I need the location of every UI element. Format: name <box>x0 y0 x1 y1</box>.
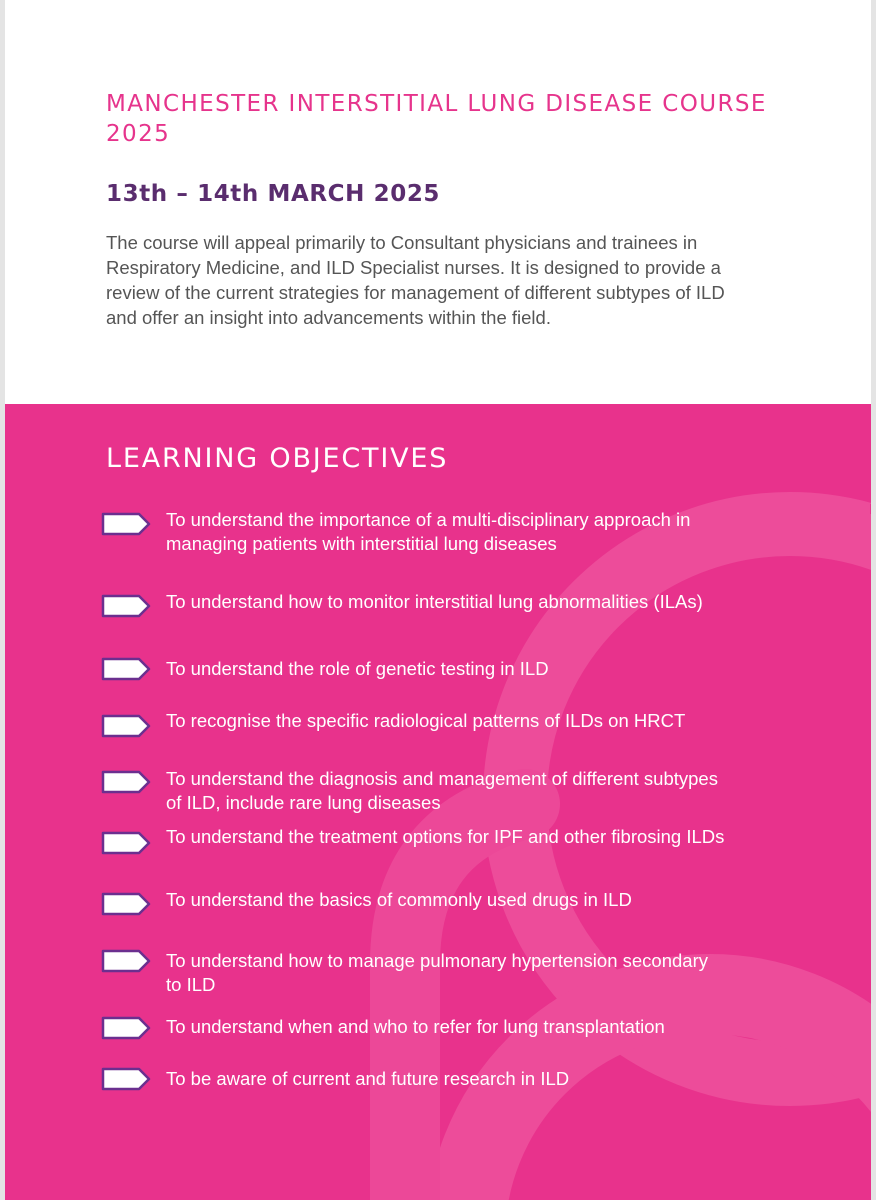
arrow-pointer-icon <box>101 657 151 681</box>
objective-text: To be aware of current and future research in ILD <box>166 1068 570 1089</box>
objective-text: To recognise the specific radiological patterns of ILDs on HRCT <box>166 710 686 731</box>
learning-objectives-panel <box>5 404 871 1200</box>
course-header <box>5 0 871 404</box>
objective-text: To understand the diagnosis and management of different subtypes of ILD, include rare lung diseases <box>166 768 718 813</box>
arrow-pointer-icon <box>101 512 151 536</box>
arrow-pointer-icon <box>101 714 151 738</box>
objective-text: To understand when and who to refer for lung transplantation <box>166 1016 665 1037</box>
objective-text: To understand the basics of commonly used drugs in ILD <box>166 889 632 910</box>
arrow-pointer-icon <box>101 1016 151 1040</box>
objective-text: To understand the importance of a multi-disciplinary approach in managing patients with interstitial lung diseases <box>166 509 691 554</box>
arrow-pointer-icon <box>101 594 151 618</box>
objectives-heading: LEARNING OBJECTIVES <box>106 443 449 474</box>
objective-text: To understand how to monitor interstitial lung abnormalities (ILAs) <box>166 591 703 612</box>
arrow-pointer-icon <box>101 892 151 916</box>
course-intro: The course will appeal primarily to Consultant physicians and trainees in Respiratory Medicine, and ILD Specialist nurses. It is designed to provide a review of the current strategies for management of different subtypes of ILD and offer an insight into advancements within the field. <box>106 232 725 328</box>
arrow-pointer-icon <box>101 831 151 855</box>
arrow-pointer-icon <box>101 949 151 973</box>
arrow-pointer-icon <box>101 1067 151 1091</box>
arrow-pointer-icon <box>101 770 151 794</box>
brochure-page <box>5 0 871 1200</box>
objective-text: To understand the role of genetic testing in ILD <box>166 658 549 679</box>
course-dates: 13th – 14th MARCH 2025 <box>106 181 441 207</box>
objective-text: To understand how to manage pulmonary hypertension secondary to ILD <box>166 950 708 995</box>
objective-text: To understand the treatment options for IPF and other fibrosing ILDs <box>166 826 725 847</box>
course-title: MANCHESTER INTERSTITIAL LUNG DISEASE COURSE 2025 <box>106 91 767 147</box>
